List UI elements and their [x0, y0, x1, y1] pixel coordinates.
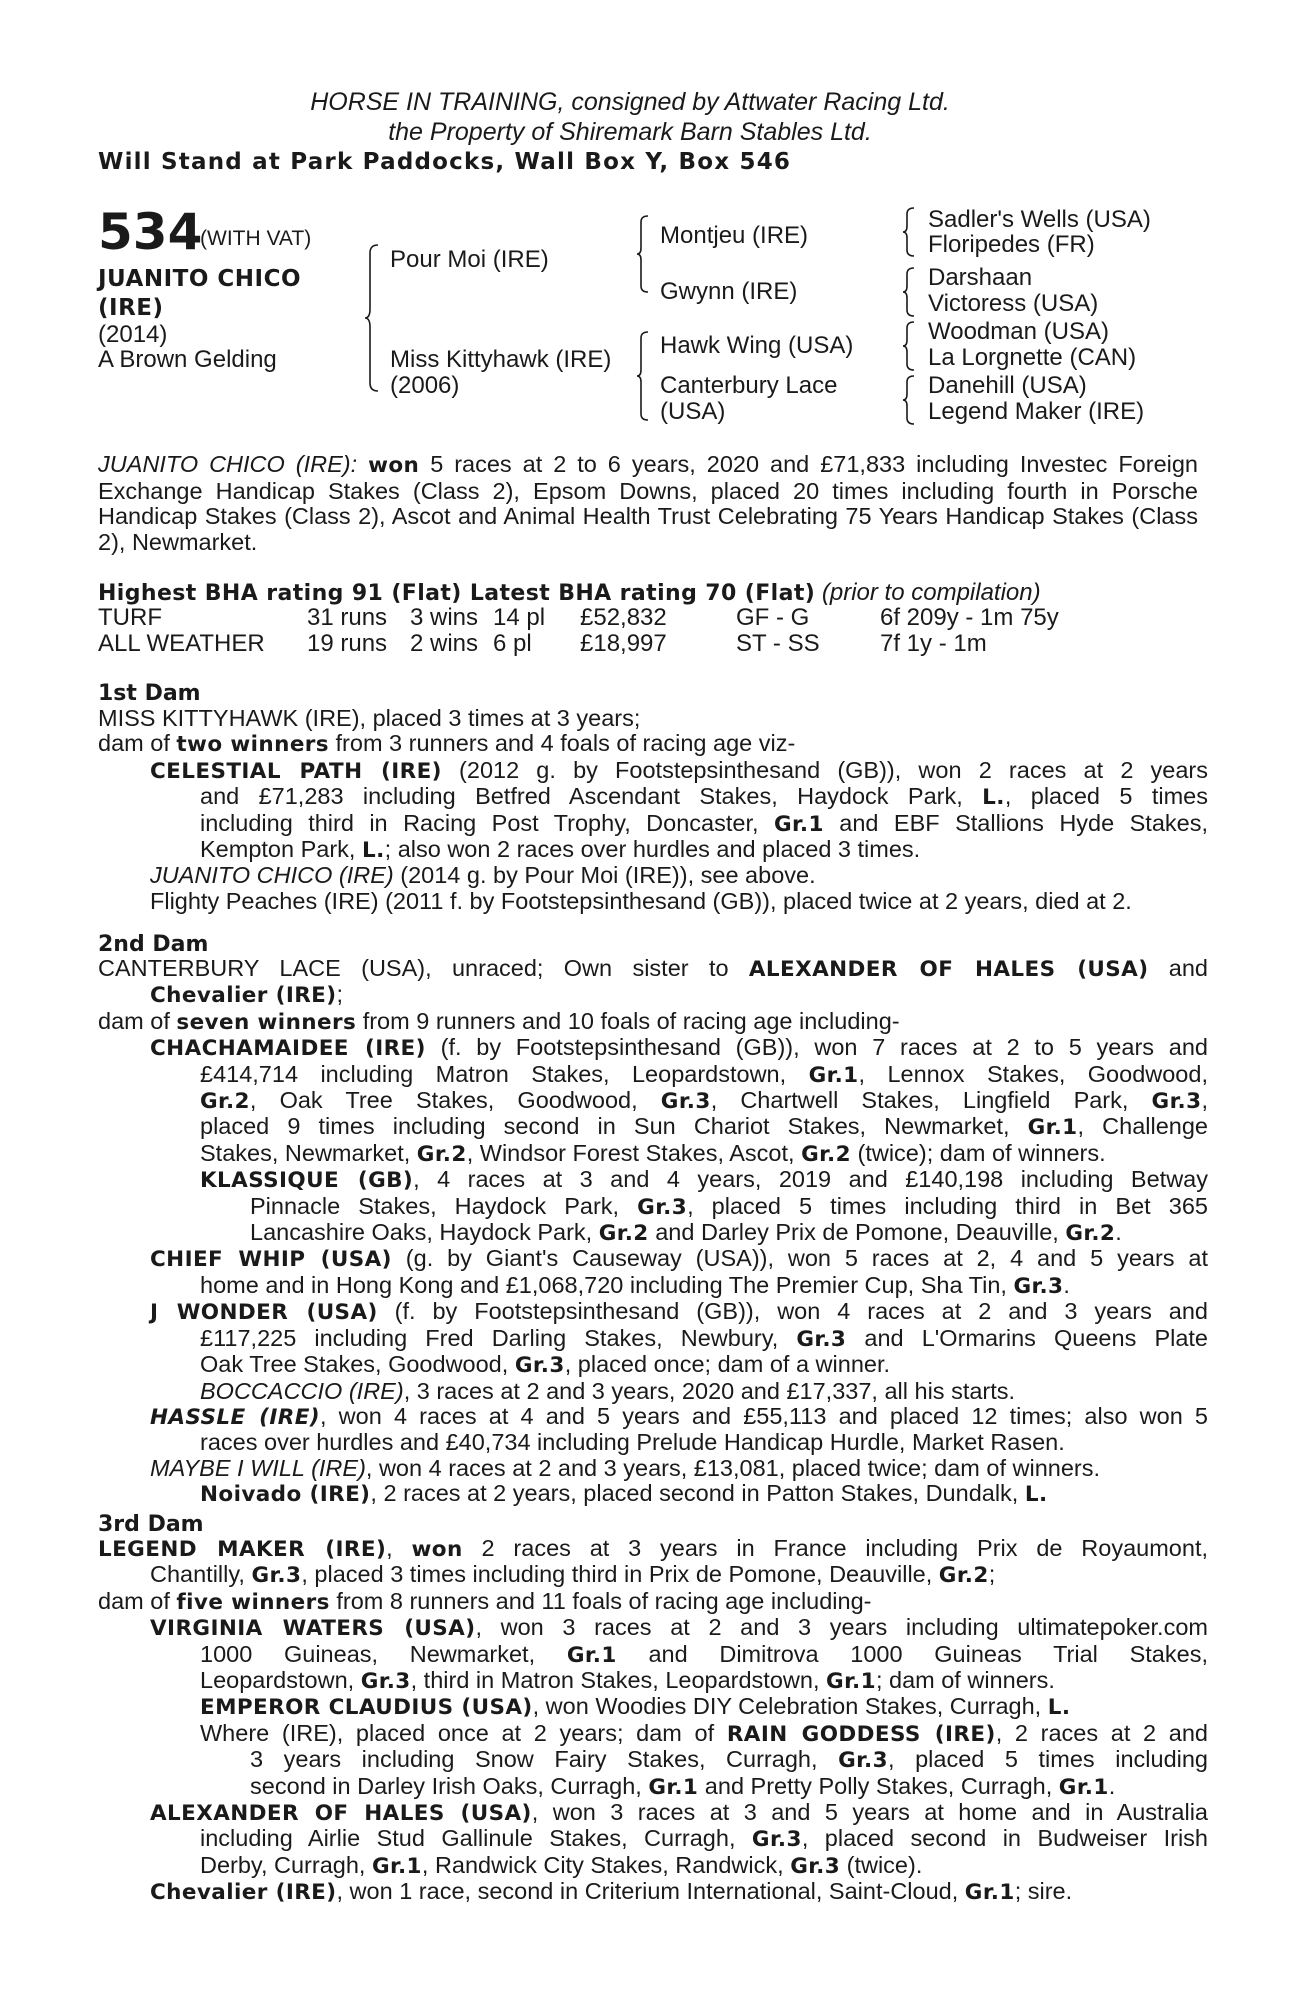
horse-name: JUANITO CHICO: [98, 266, 301, 292]
horse-name-country: (IRE): [98, 295, 164, 321]
summary-horse-name: JUANITO CHICO (IRE):: [98, 451, 358, 477]
chevalier: Chevalier (IRE): [150, 1880, 337, 1906]
foal-year: (2014): [98, 321, 168, 348]
property-line: the Property of Shiremark Barn Stables Ltd.: [388, 118, 872, 146]
boccaccio: BOCCACCIO (IRE): [200, 1377, 404, 1404]
second-dam-heading: 2nd Dam: [98, 932, 209, 957]
pedigree-brace: [902, 374, 916, 426]
consignor-line: HORSE IN TRAINING, consigned by Attwater Racing Ltd.: [310, 88, 950, 116]
first-dam-heading: 1st Dam: [98, 681, 201, 706]
lot-number: 534: [98, 203, 203, 261]
virginia-waters: VIRGINIA WATERS (USA): [150, 1616, 476, 1642]
granddam-2: Victoress (USA): [928, 290, 1099, 317]
chachamaidee: CHACHAMAIDEE (IRE): [150, 1036, 426, 1062]
pedigree-brace: [902, 266, 916, 318]
stand-line: Will Stand at Park Paddocks, Wall Box Y, Box 546: [98, 149, 792, 175]
third-dam-section: LEGEND MAKER (IRE), won 2 races at 3 years in France including Prix de Royaumont, Chantilly, Gr.3, placed 3 times including third in Prix de Pomone, Deauville, Gr.2; dam of five winners from 8 runners and 11 foals of racing age including- VIRGINIA WATERS (USA), won 3 races at 2 and 3 years including ultimatepoker.com 1000 Guineas, Newmarket, Gr.1 and Dimitrova 1000 Guineas Trial Stakes, Leopardstown, Gr.3, third in Matron Stakes, Leopardstown, Gr.1; dam of winners. EMPEROR CLAUDIUS (USA), won Woodies DIY Celebration Stakes, Curragh, L. Where (IRE), placed once at 2 years; dam of RAIN GODDESS (IRE), 2 races at 2 and 3 years including Snow Fairy Stakes, Curragh, Gr.3, placed 5 times including second in Darley Irish Oaks, Curragh, Gr.1 and Pretty Polly Stakes, Curragh, Gr.1. ALEXANDER OF HALES (USA), won 3 races at 3 and 5 years at home and in Australia including Airlie Stud Gallinule Stakes, Curragh, Gr.3, placed second in Budweiser Irish Derby, Curragh, Gr.1, Randwick City Stakes, Randwick, Gr.3 (twice). Chevalier (IRE), won 1 race, second in Criterium International, Saint-Cloud, Gr.1; sire.: [98, 1535, 1209, 1906]
vat-note: (WITH VAT): [200, 227, 312, 250]
grandsire-2: Darshaan: [928, 264, 1033, 291]
granddam-4: Legend Maker (IRE): [928, 398, 1145, 425]
chief-whip: CHIEF WHIP (USA): [150, 1247, 392, 1273]
hassle: HASSLE (IRE): [150, 1404, 321, 1430]
noivado: Noivado (IRE): [200, 1482, 371, 1508]
legend-maker: LEGEND MAKER (IRE): [98, 1537, 387, 1562]
catalogue-page: HORSE IN TRAINING, consigned by Attwater Racing Ltd. the Property of Shiremark Barn Stables Ltd. Will Stand at Park Paddocks, Wall Box Y, Box 546 534 (WITH VAT) JUANITO CHICO (IRE) (2014) A Brown Gelding Pour Moi (IRE) Miss Kittyhawk (IRE) (2006) Montjeu (IRE) Gwynn (IRE) Hawk Wing (USA) Canterbury Lace (USA) Sadler's Wells (USA) Floripedes (FR) Darshaan Victoress (USA) Woodman (USA) La Lorgnette (CAN) Danehill (USA) Legend Maker (IRE) JUANITO CHICO (IRE): won 5 races at 2 to 6 years, 2020 and £71,833 including Investec Foreign Exchange Handicap Stakes (Class 2), Epsom Downs, placed 20 times including fourth in Porsche Handicap Stakes (Class 2), Ascot and Animal Health Trust Celebrating 75 Years Handicap Stakes (Class 2), Newmarket. Highest BHA rating 91 (Flat) Latest BHA rating 70 (Flat) (prior to compilation) TURF 31 runs 3 wins 14 pl £52,832 GF - G 6f 209y - 1m 75y ALL WEATHER 19 runs 2 wins 6 pl £18,997 ST - SS 7f 1y - 1m 1st Dam MISS KITTYHAWK (IRE), placed 3 times at 3 years; dam of two winners from 3 runners and 4 foals of racing age viz- CELESTIAL PATH (IRE) (2012 g. by Footstepsinthesand (GB)), won 2 races at 2 years and £71,283 including Betfred Ascendant Stakes, Haydock Park, L., placed 5 times including third in Racing Post Trophy, Doncaster, Gr.1 and EBF Stallions Hyde Stakes, Kempton Park, L.; also won 2 races over hurdles and placed 3 times. JUANITO CHICO (IRE) (2014 g. by Pour Moi (IRE)), see above. Flighty Peaches (IRE) (2011 f. by Footstepsinthesand (GB)), placed twice at 2 years, died at 2. 2nd Dam CANTERBURY LACE (USA), unraced; Own sister to ALEXANDER OF HALES (USA) and Chevalier (IRE); dam of seven winners from 9 runners and 10 foals of racing age including- CHACHAMAIDEE (IRE) (f. by Footstepsinthesand (GB)), won 7 races at 2 to 5 years and £414,714 including Matron Stakes, Leopardstown, Gr.1, Lennox Stakes, Goodwood, Gr.2, Oak Tree Stakes, Goodwood, Gr.3, Chartwell Stakes, Lingfield Park, Gr.3, placed 9 times including second in Sun Chariot Stakes, Newmarket, Gr.1, Challenge Stakes, Newmarket, Gr.2, Windsor Forest Stakes, Ascot, Gr.2 (twice); dam of winners. KLASSIQUE (GB), 4 races at 3 and 4 years, 2019 and £140,198 including Betway Pinnacle Stakes, Haydock Park, Gr.3, placed 5 times including third in Bet 365 Lancashire Oaks, Haydock Park, Gr.2 and Darley Prix de Pomone, Deauville, Gr.2. CHIEF WHIP (USA) (g. by Giant's Causeway (USA)), won 5 races at 2, 4 and 5 years at home and in Hong Kong and £1,068,720 including The Premier Cup, Sha Tin, Gr.3. J WONDER (USA) (f. by Footstepsinthesand (GB)), won 4 races at 2 and 3 years and £117,225 including Fred Darling Stakes, Newbury, Gr.3 and L'Ormarins Queens Plate Oak Tree Stakes, Goodwood, Gr.3, placed once; dam of a winner. BOCCACCIO (IRE), 3 races at 2 and 3 years, 2020 and £17,337, all his starts. HASSLE (IRE), won 4 races at 4 and 5 years and £55,113 and placed 12 times; also won 5 races over hurdles and £40,734 including Prelude Handicap Hurdle, Market Rasen. MAYBE I WILL (IRE), won 4 races at 2 and 3 years, £13,081, placed twice; dam of winners. Noivado (IRE), 2 races at 2 years, placed second in Patton Stakes, Dundalk, L. 3rd Dam LEGEND MAKER (IRE), won 2 races at 3 years in France including Prix de Royaumont, Chantilly, Gr.3, placed 3 times including third in Prix de Pomone, Deauville, Gr.2; dam of five winners from 8 runners and 11 foals of racing age including- VIRGINIA WATERS (USA), won 3 races at 2 and 3 years including ultimatepoker.com 1000 Guineas, Newmarket, Gr.1 and Dimitrova 1000 Guineas Trial Stakes, Leopardstown, Gr.3, third in Matron Stakes, Leopardstown, Gr.1; dam of winners. EMPEROR CLAUDIUS (USA), won Woodies DIY Celebration Stakes, Curragh, L. Where (IRE), placed once at 2 years; dam of RAIN GODDESS (IRE), 2 races at 2 and 3 years including Snow Fairy Stakes, Curragh, Gr.3, placed 5 times including second in Darley Irish Oaks, Curragh, Gr.1 and Pretty Polly Stakes, Curragh, Gr.1. ALEXANDER OF HALES (USA), won 3 races at 3 and 5 years at home and in Australia including Airlie Stud Gallinule Stakes, Curragh, Gr.3, placed second in Budweiser Irish Derby, Curragh, Gr.1, Randwick City Stakes, Randwick, Gr.3 (twice). Chevalier (IRE), won 1 race, second in Criterium International, Saint-Cloud, Gr.1; sire.: [98, 88, 1209, 1906]
grandsire-1: Sadler's Wells (USA): [928, 206, 1151, 233]
dam: Miss Kittyhawk (IRE): [390, 346, 612, 373]
j-wonder: J WONDER (USA): [150, 1300, 378, 1326]
pedigree-brace: [636, 330, 650, 422]
rain-goddess: RAIN GODDESS (IRE): [726, 1721, 996, 1747]
pedigree-brace: [902, 206, 916, 258]
sire: Pour Moi (IRE): [390, 246, 549, 273]
first-dam-section: MISS KITTYHAWK (IRE), placed 3 times at 3 years; dam of two winners from 3 runners and 4 foals of racing age viz- CELESTIAL PATH (IRE) (2012 g. by Footstepsinthesand (GB)), won 2 races at 2 years and £71,283 including Betfred Ascendant Stakes, Haydock Park, L., placed 5 times including third in Racing Post Trophy, Doncaster, Gr.1 and EBF Stallions Hyde Stakes, Kempton Park, L.; also won 2 races over hurdles and placed 3 times. JUANITO CHICO (IRE) (2014 g. by Pour Moi (IRE)), see above. Flighty Peaches (IRE) (2011 f. by Footstepsinthesand (GB)), placed twice at 2 years, died at 2.: [98, 705, 1209, 914]
dam-dam-country: (USA): [660, 398, 726, 425]
dam-year: (2006): [390, 372, 460, 399]
third-dam-heading: 3rd Dam: [98, 1512, 204, 1537]
pedigree-brace: [902, 320, 916, 372]
klassique: KLASSIQUE (GB): [200, 1168, 414, 1194]
alexander-of-hales: ALEXANDER OF HALES (USA): [150, 1801, 532, 1827]
summary-text: 5 races at 2 to 6 years, 2020 and £71,833 including Investec Foreign Exchange Handicap Stakes (Class 2), Epsom Downs, placed 20 times including fourth in Porsche Handicap Stakes (Class 2), Ascot and Animal Health Trust Celebrating 75 Years Handicap Stakes (Class 2), Newmarket.: [98, 451, 1198, 555]
horse-description: A Brown Gelding: [98, 346, 277, 373]
sire-dam: Gwynn (IRE): [660, 278, 798, 305]
emperor-claudius: EMPEROR CLAUDIUS (USA): [200, 1695, 533, 1721]
celestial-path: CELESTIAL PATH (IRE): [150, 758, 442, 784]
summary-won: won: [368, 453, 420, 478]
grandsire-4: Danehill (USA): [928, 372, 1087, 399]
maybe-i-will: MAYBE I WILL (IRE): [150, 1454, 366, 1481]
grandsire-3: Woodman (USA): [928, 318, 1109, 345]
sire-sire: Montjeu (IRE): [660, 222, 809, 249]
pedigree-brace: [636, 214, 650, 294]
dam-dam: Canterbury Lace: [660, 372, 838, 399]
ratings-line: Highest BHA rating 91 (Flat) Latest BHA rating 70 (Flat) (prior to compilation): [98, 579, 1041, 606]
dam-sire: Hawk Wing (USA): [660, 332, 854, 359]
granddam-1: Floripedes (FR): [928, 231, 1095, 258]
granddam-3: La Lorgnette (CAN): [928, 344, 1137, 371]
pedigree-brace: [364, 243, 380, 393]
race-summary: [98, 452, 1198, 555]
second-dam-section: CANTERBURY LACE (USA), unraced; Own sister to ALEXANDER OF HALES (USA) and Chevalier (IRE); dam of seven winners from 9 runners and 10 foals of racing age including- CHACHAMAIDEE (IRE) (f. by Footstepsinthesand (GB)), won 7 races at 2 to 5 years and £414,714 including Matron Stakes, Leopardstown, Gr.1, Lennox Stakes, Goodwood, Gr.2, Oak Tree Stakes, Goodwood, Gr.3, Chartwell Stakes, Lingfield Park, Gr.3, placed 9 times including second in Sun Chariot Stakes, Newmarket, Gr.1, Challenge Stakes, Newmarket, Gr.2, Windsor Forest Stakes, Ascot, Gr.2 (twice); dam of winners. KLASSIQUE (GB), 4 races at 3 and 4 years, 2019 and £140,198 including Betway Pinnacle Stakes, Haydock Park, Gr.3, placed 5 times including third in Bet 365 Lancashire Oaks, Haydock Park, Gr.2 and Darley Prix de Pomone, Deauville, Gr.2. CHIEF WHIP (USA) (g. by Giant's Causeway (USA)), won 5 races at 2, 4 and 5 years at home and in Hong Kong and £1,068,720 including The Premier Cup, Sha Tin, Gr.3. J WONDER (USA) (f. by Footstepsinthesand (GB)), won 4 races at 2 and 3 years and £117,225 including Fred Darling Stakes, Newbury, Gr.3 and L'Ormarins Queens Plate Oak Tree Stakes, Goodwood, Gr.3, placed once; dam of a winner. BOCCACCIO (IRE), 3 races at 2 and 3 years, 2020 and £17,337, all his starts. HASSLE (IRE), won 4 races at 4 and 5 years and £55,113 and placed 12 times; also won 5 races over hurdles and £40,734 including Prelude Handicap Hurdle, Market Rasen. MAYBE I WILL (IRE), won 4 races at 2 and 3 years, £13,081, placed twice; dam of winners. Noivado (IRE), 2 races at 2 years, placed second in Patton Stakes, Dundalk, L.: [98, 955, 1209, 1508]
